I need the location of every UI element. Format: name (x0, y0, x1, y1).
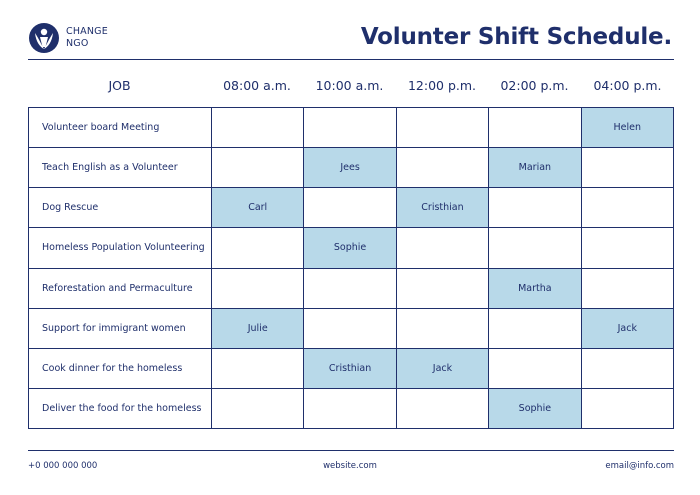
person-leaf-logo-icon (28, 22, 60, 54)
shift-cell-assigned: Cristhian (304, 348, 396, 388)
shift-cell-empty (581, 268, 673, 308)
shift-cell-empty (304, 308, 396, 348)
schedule-row (29, 148, 674, 188)
shift-cell-empty (212, 108, 304, 148)
shift-cell-empty (489, 348, 581, 388)
shift-cell-empty (396, 388, 488, 428)
shift-cell-empty (489, 228, 581, 268)
shift-cell-empty (212, 348, 304, 388)
footer-website: website.com (323, 461, 377, 471)
shift-cell-empty (396, 148, 488, 188)
footer-email: email@info.com (605, 461, 674, 471)
job-name-cell: Homeless Population Volunteering (29, 228, 212, 268)
column-header-time: 08:00 a.m. (223, 78, 291, 93)
shift-cell-empty (581, 148, 673, 188)
page-title: Volunter Shift Schedule. (360, 24, 672, 50)
schedule-row (29, 388, 674, 428)
schedule-row (29, 268, 674, 308)
shift-cell-empty (212, 228, 304, 268)
brand-name (66, 26, 108, 50)
brand-logo (28, 22, 108, 54)
shift-cell-empty (304, 388, 396, 428)
schedule-row (29, 188, 674, 228)
column-header-time: 12:00 p.m. (407, 78, 477, 93)
shift-cell-empty (304, 188, 396, 228)
shift-cell-assigned: Carl (212, 188, 304, 228)
column-header-time: 02:00 p.m. (500, 78, 569, 93)
shift-cell-empty (581, 348, 673, 388)
shift-cell-assigned: Martha (489, 268, 581, 308)
shift-cell-assigned: Cristhian (396, 188, 488, 228)
shift-cell-empty (489, 308, 581, 348)
shift-cell-assigned: Jack (396, 348, 488, 388)
job-name-cell: Volunteer board Meeting (29, 108, 212, 148)
shift-cell-assigned: Sophie (489, 388, 581, 428)
shift-cell-assigned: Jees (304, 148, 396, 188)
job-name-cell: Reforestation and Permaculture (29, 268, 212, 308)
schedule-row (29, 228, 674, 268)
brand-name-line1: CHANGE (66, 26, 108, 37)
schedule-row (29, 308, 674, 348)
shift-cell-empty (212, 388, 304, 428)
shift-cell-empty (489, 108, 581, 148)
job-name-cell: Cook dinner for the homeless (29, 348, 212, 388)
schedule-table (28, 107, 674, 429)
shift-cell-empty (212, 148, 304, 188)
shift-cell-empty (396, 308, 488, 348)
job-name-cell: Dog Rescue (29, 188, 212, 228)
job-name-cell: Teach English as a Volunteer (29, 148, 212, 188)
schedule-header-row (28, 76, 674, 96)
shift-cell-empty (489, 188, 581, 228)
shift-cell-empty (212, 268, 304, 308)
header-divider (28, 59, 674, 60)
footer-divider (28, 450, 674, 451)
shift-cell-assigned: Julie (212, 308, 304, 348)
schedule-row (29, 108, 674, 148)
job-name-cell: Support for immigrant women (29, 308, 212, 348)
column-header-job: JOB (108, 78, 131, 93)
shift-cell-empty (396, 268, 488, 308)
brand-name-line2: NGO (66, 38, 89, 49)
shift-cell-empty (396, 228, 488, 268)
job-name-cell: Deliver the food for the homeless (29, 388, 212, 428)
schedule-row (29, 348, 674, 388)
shift-cell-assigned: Jack (581, 308, 673, 348)
column-header-time: 04:00 p.m. (593, 78, 662, 93)
shift-cell-empty (581, 388, 673, 428)
footer-phone: +0 000 000 000 (28, 461, 98, 471)
shift-cell-assigned: Helen (581, 108, 673, 148)
shift-cell-assigned: Sophie (304, 228, 396, 268)
shift-cell-empty (581, 188, 673, 228)
column-header-time: 10:00 a.m. (315, 78, 384, 93)
shift-cell-empty (396, 108, 488, 148)
shift-cell-empty (304, 268, 396, 308)
shift-cell-empty (304, 108, 396, 148)
schedule-body (29, 108, 674, 429)
shift-cell-assigned: Marian (489, 148, 581, 188)
shift-cell-empty (581, 228, 673, 268)
